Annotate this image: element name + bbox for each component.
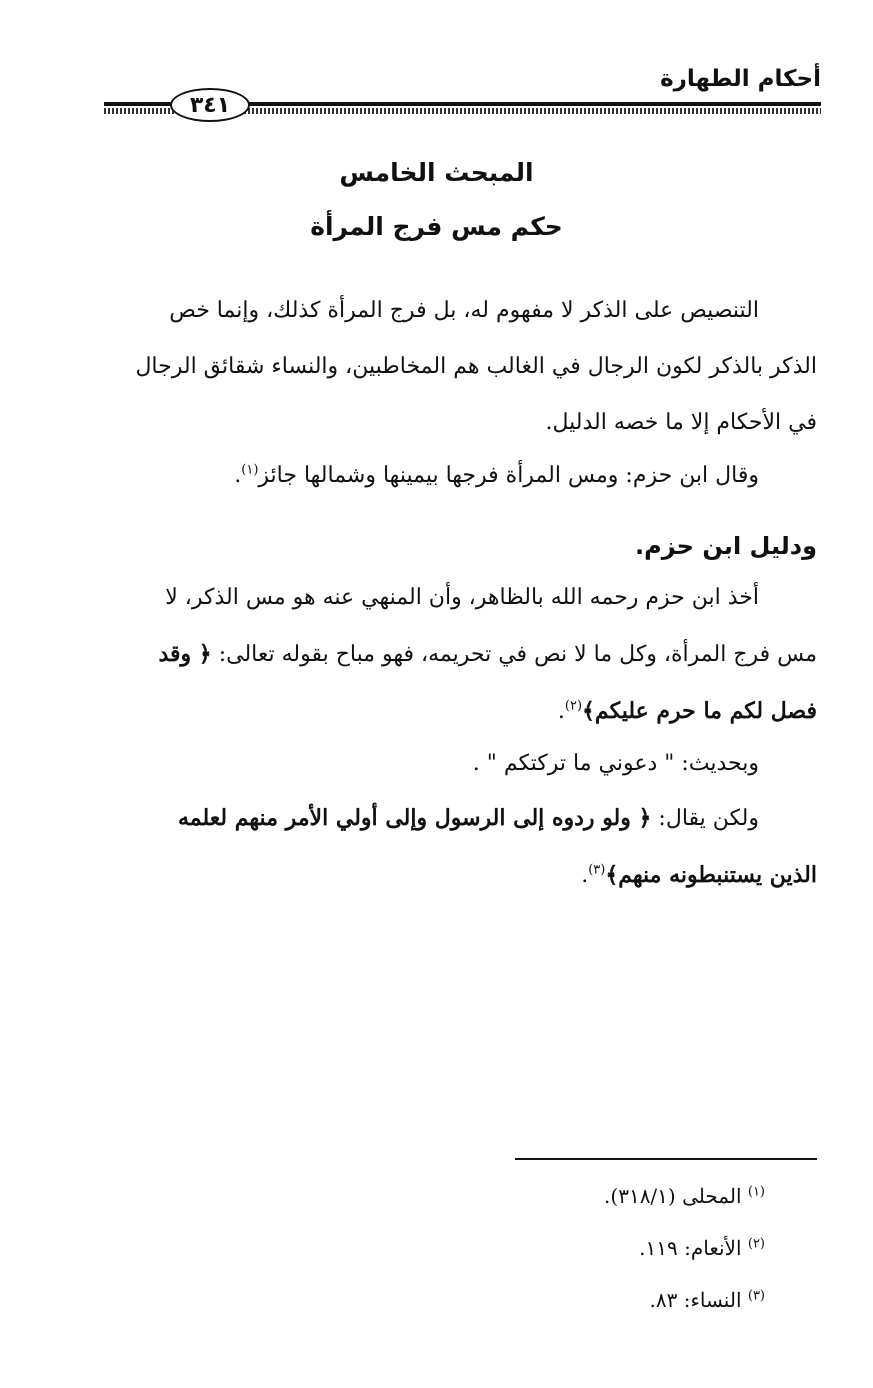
paragraph-5-intro: ولكن يقال: xyxy=(651,806,759,831)
footnote-separator xyxy=(515,1158,817,1160)
footnote-ref-1[interactable]: (١) xyxy=(241,462,259,478)
footnotes xyxy=(604,1170,765,1326)
section-heading: المبحث الخامس xyxy=(339,158,534,187)
paragraph-2 xyxy=(105,448,817,504)
page-title: حكم مس فرج المرأة xyxy=(310,212,563,241)
running-title: أحكام الطهارة xyxy=(660,66,821,92)
paragraph-1-line-1: التنصيص على الذكر لا مفهوم له، بل فرج المرأة كذلك، وإنما خص xyxy=(169,298,759,323)
footnote-2-text: الأنعام: ١١٩. xyxy=(639,1236,742,1260)
page-number: ٣٤١ xyxy=(170,88,250,122)
paragraph-2-text: وقال ابن حزم: ومس المرأة فرجها بيمينها وشمالها جائز xyxy=(258,463,759,488)
quran-quote-2-start: ﴿ ولو ردوه إلى الرسول وإلى أولي الأمر منهم لعلمه xyxy=(178,805,652,831)
footnote-2-number: (٢) xyxy=(747,1236,765,1252)
paragraph-3 xyxy=(105,570,817,740)
footnote-2 xyxy=(604,1222,765,1274)
paragraph-1-line-2: الذكر بالذكر لكون الرجال في الغالب هم المخاطبين، والنساء شقائق الرجال xyxy=(135,354,817,379)
paragraph-4-text: وبحديث: " دعوني ما تركتكم " . xyxy=(472,751,759,776)
footnote-3 xyxy=(604,1274,765,1326)
footnote-1 xyxy=(604,1170,765,1222)
footnote-1-number: (١) xyxy=(747,1184,765,1200)
paragraph-2-end: . xyxy=(234,463,242,488)
paragraph-1 xyxy=(105,283,817,451)
paragraph-4 xyxy=(105,736,817,792)
quran-quote-2-end: الذين يستنبطونه منهم﴾ xyxy=(605,862,817,888)
footnote-ref-3[interactable]: (٣) xyxy=(588,862,606,878)
footnote-ref-2[interactable]: (٢) xyxy=(564,698,583,714)
footnote-3-text: النساء: ٨٣. xyxy=(649,1288,742,1312)
paragraph-3-line-2: مس فرج المرأة، وكل ما لا نص في تحريمه، فهو مباح بقوله تعالى: xyxy=(211,642,817,667)
footnote-3-number: (٣) xyxy=(747,1288,765,1304)
paragraph-3-line-1: أخذ ابن حزم رحمه الله بالظاهر، وأن المنهي عنه هو مس الذكر، لا xyxy=(165,585,759,610)
quran-quote-1-start: ﴿ وقد xyxy=(158,641,212,667)
paragraph-1-line-3: في الأحكام إلا ما خصه الدليل. xyxy=(545,410,817,435)
paragraph-3-end: . xyxy=(557,699,565,724)
footnote-1-text: المحلى (٣١٨/١). xyxy=(604,1184,742,1208)
quran-quote-1-end: فصل لكم ما حرم عليكم﴾ xyxy=(582,698,817,724)
paragraph-5-end: . xyxy=(581,863,589,888)
subheading: ودليل ابن حزم. xyxy=(635,532,817,560)
paragraph-5 xyxy=(105,790,817,904)
